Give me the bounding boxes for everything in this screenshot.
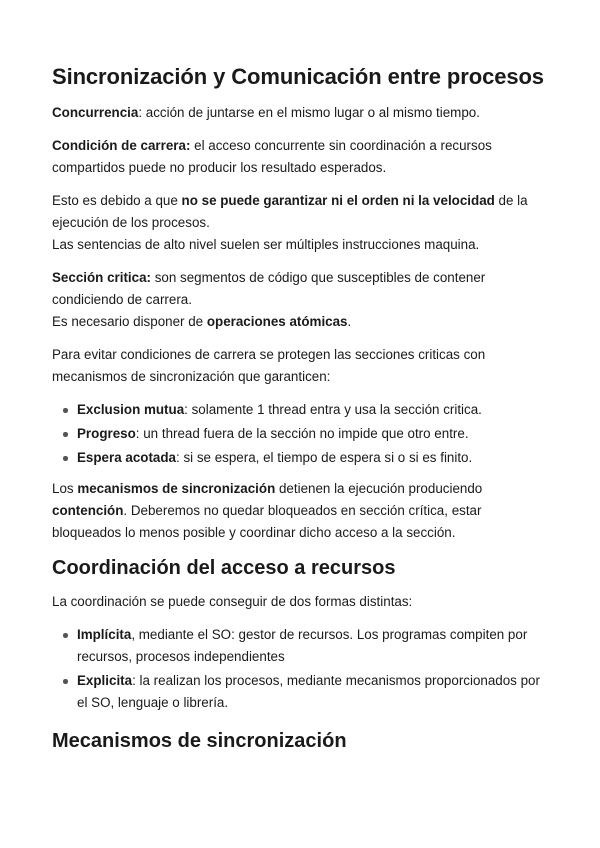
coordination-list	[52, 624, 548, 714]
section-heading-coordinacion: Coordinación del acceso a recursos	[52, 557, 396, 579]
page-title: Sincronización y Comunicación entre procesos	[52, 64, 544, 89]
emphasis-text: operaciones atómicas	[206, 314, 348, 329]
list-item-text: : la realizan los procesos, mediante mecanismos proporcionados por el SO, lenguaje o librería.	[77, 673, 540, 710]
emphasis-text: no se puede garantizar ni el orden ni la velocidad	[181, 193, 495, 208]
list-item-text: , mediante el SO: gestor de recursos. Los programas compiten por recursos, procesos independientes	[77, 627, 528, 664]
text-segment: .	[347, 314, 352, 329]
list-item-term: Exclusion mutua	[77, 402, 185, 417]
text-segment: Esto es debido a que	[52, 193, 182, 208]
definition-condicion-carrera: el acceso concurrente sin coordinación a recursos compartidos puede no producir los resultado esperados.	[52, 138, 492, 175]
bullet-icon	[63, 679, 68, 684]
list-item	[52, 423, 548, 445]
list-item-term: Implícita	[77, 627, 132, 642]
list-item	[52, 624, 548, 668]
bullet-icon	[63, 456, 68, 461]
paragraph-orden-velocidad	[52, 190, 548, 256]
list-item-text: : un thread fuera de la sección no impide que otro entre.	[135, 426, 469, 441]
text-segment: de la ejecución de los procesos.	[52, 193, 528, 230]
definition-concurrencia: : acción de juntarse en el mismo lugar o al mismo tiempo.	[138, 105, 480, 120]
paragraph-condicion-carrera	[52, 135, 548, 179]
list-item-term: Espera acotada	[77, 450, 176, 465]
paragraph-contencion	[52, 478, 548, 544]
text-segment: detienen la ejecución produciendo	[275, 481, 483, 496]
bullet-icon	[63, 633, 68, 638]
requirements-list	[52, 399, 548, 469]
bullet-icon	[63, 408, 68, 413]
emphasis-text: contención	[52, 503, 124, 518]
list-item-text: : si se espera, el tiempo de espera si o si es finito.	[176, 450, 473, 465]
list-item-term: Explicita	[77, 673, 133, 688]
definition-seccion-critica: son segmentos de código que susceptibles de contener condiciendo de carrera.	[52, 270, 486, 307]
emphasis-text: mecanismos de sincronización	[77, 481, 276, 496]
paragraph-concurrencia	[52, 102, 548, 124]
list-item-term: Progreso	[77, 426, 136, 441]
paragraph-mecanismos-intro: Para evitar condiciones de carrera se protegen las secciones criticas con mecanismos de sincronización que garanticen:	[52, 347, 486, 384]
text-segment: Los	[52, 481, 78, 496]
bullet-icon	[63, 432, 68, 437]
term-seccion-critica: Sección critica:	[52, 270, 151, 285]
list-item	[52, 399, 548, 421]
text-segment: . Deberemos no quedar bloqueados en sección crítica, estar bloqueados lo menos posible y coordinar dicho acceso a la sección.	[52, 503, 482, 540]
text-segment: Las sentencias de alto nivel suelen ser múltiples instrucciones maquina.	[52, 237, 480, 252]
list-item-text: : solamente 1 thread entra y usa la sección critica.	[184, 402, 482, 417]
paragraph-seccion-critica	[52, 267, 548, 333]
term-condicion-carrera: Condición de carrera:	[52, 138, 191, 153]
list-item	[52, 670, 548, 714]
text-segment: Es necesario disponer de	[52, 314, 207, 329]
paragraph-coordinacion-intro: La coordinación se puede conseguir de dos formas distintas:	[52, 594, 413, 609]
term-concurrencia: Concurrencia	[52, 105, 139, 120]
list-item	[52, 447, 548, 469]
section-heading-mecanismos: Mecanismos de sincronización	[52, 730, 347, 752]
